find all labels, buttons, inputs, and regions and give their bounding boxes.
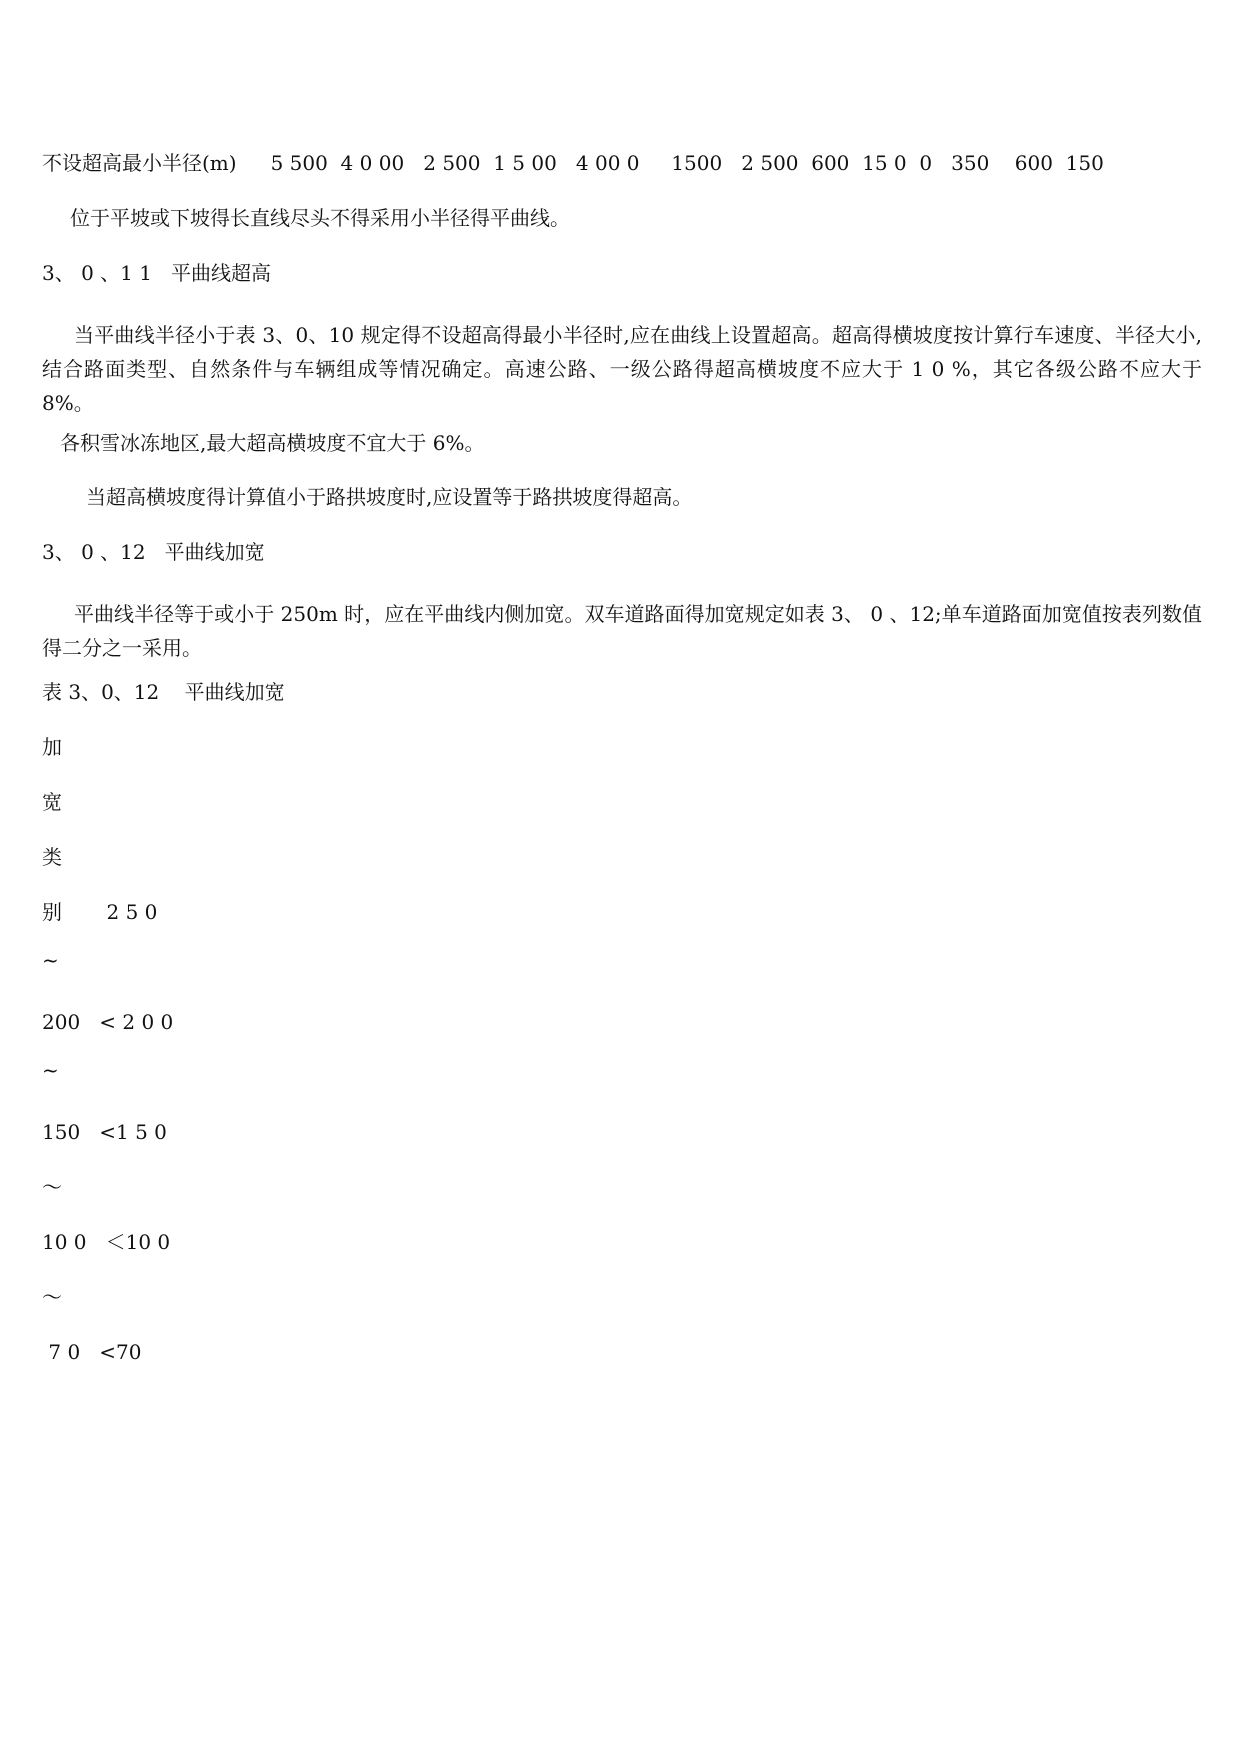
table-row: 类 [42,845,62,869]
table-row: ～ [42,1285,62,1309]
section-heading-3-0-12: 3、 0 、12 平曲线加宽 [42,540,265,564]
min-radius-row [42,153,1104,173]
snow-region-paragraph: 各积雪冰冻地区,最大超高横坡度不宜大于 6%。 [60,431,485,455]
table-row: ~ [42,1058,59,1082]
table-row: 10 0 ＜10 0 [42,1230,171,1254]
table-caption: 表 3、0、12 平曲线加宽 [42,680,285,704]
table-row: 200 < 2 0 0 [42,1010,174,1034]
superelevation-paragraph: 当平曲线半径小于表 3、0、10 规定得不设超高得最小半径时,应在曲线上设置超高。超高得横坡度按计算行车速度、半径大小,结合路面类型、自然条件与车辆组成等情况确定。高速公路、一级公路得超高横坡度不应大于 1 0 %，其它各级公路不应大于 8%。 [42,323,1202,415]
table-row: ～ [42,1175,62,1199]
min-radius-values: 5 500 4 0 00 2 500 1 5 00 4 00 0 1500 2 500 600 15 0 0 350 600 150 [270,151,1104,175]
section-heading-3-0-11: 3、 0 、1 1 平曲线超高 [42,261,272,285]
table-row: 7 0 <70 [42,1340,142,1364]
widening-paragraph: 平曲线半径等于或小于 250m 时，应在平曲线内侧加宽。双车道路面得加宽规定如表 3、 0 、12;单车道路面加宽值按表列数值得二分之一采用。 [42,602,1202,660]
table-row: 宽 [42,790,62,814]
crown-slope-paragraph: 当超高横坡度得计算值小于路拱坡度时,应设置等于路拱坡度得超高。 [86,485,693,509]
min-radius-label: 不设超高最小半径(m) [42,151,237,175]
table-row: 加 [42,735,62,759]
table-row: ~ [42,948,59,972]
table-row: 别 2 5 0 [42,900,158,924]
table-row: 150 <1 5 0 [42,1120,167,1144]
note-small-radius: 位于平坡或下坡得长直线尽头不得采用小半径得平曲线。 [70,206,570,230]
